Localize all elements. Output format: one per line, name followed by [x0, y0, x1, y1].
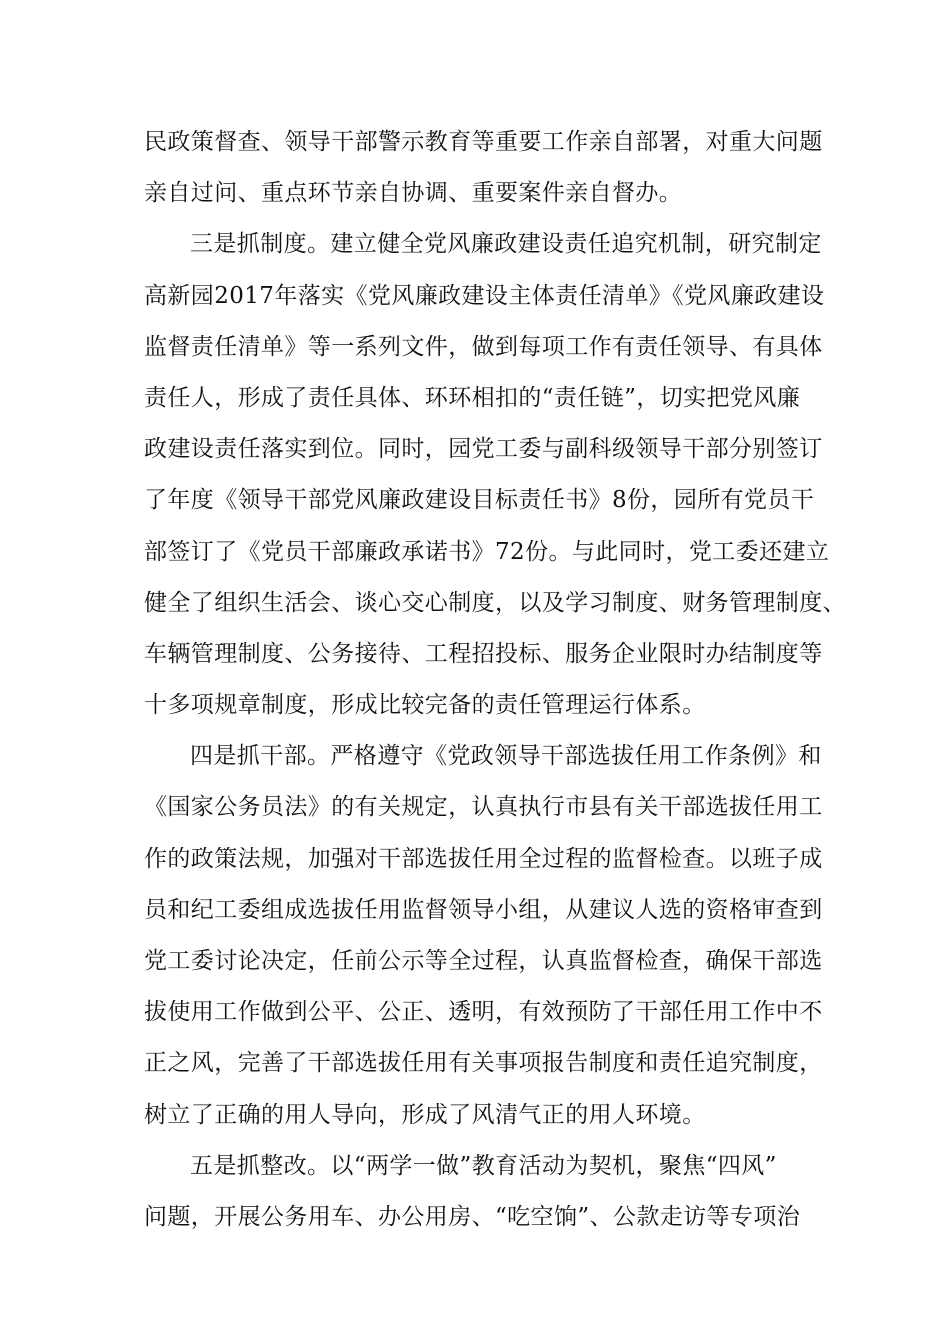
text-line: 政建设责任落实到位。同时，园党工委与副科级领导干部分别签订 [144, 436, 823, 463]
text-line: 三是抓制度。建立健全党风廉政建设责任追究机制，研究制定 [190, 231, 822, 258]
text-line: 责任人，形成了责任具体、环环相扣的“责任链”，切实把党风廉 [144, 384, 801, 411]
text-line: 作的政策法规，加强对干部选拔任用全过程的监督检查。以班子成 [144, 845, 823, 872]
text-line: 树立了正确的用人导向，形成了风清气正的用人环境。 [144, 1101, 706, 1128]
text-line: 五是抓整改。以“两学一做”教育活动为契机，聚焦“四风” [190, 1152, 777, 1179]
text-line: 了年度《领导干部党风廉政建设目标责任书》8份，园所有党员干 [144, 487, 815, 514]
document-body [144, 117, 846, 1243]
text-line: 车辆管理制度、公务接待、工程招投标、服务企业限时办结制度等 [144, 640, 823, 667]
text-line: 正之风，完善了干部选拔任用有关事项报告制度和责任追究制度， [144, 1050, 823, 1077]
text-line: 高新园2017年落实《党风廉政建设主体责任清单》《党风廉政建设 [144, 282, 825, 309]
text-line: 亲自过问、重点环节亲自协调、重要案件亲自督办。 [144, 180, 683, 207]
text-line: 《国家公务员法》的有关规定，认真执行市县有关干部选拔任用工 [144, 794, 823, 821]
text-line: 民政策督查、领导干部警示教育等重要工作亲自部署，对重大问题 [144, 129, 823, 155]
text-line: 员和纪工委组成选拔任用监督领导小组，从建议人选的资格审查到 [144, 896, 823, 923]
text-line: 党工委讨论决定，任前公示等全过程，认真监督检查，确保干部选 [144, 948, 823, 974]
text-line: 四是抓干部。严格遵守《党政领导干部选拔任用工作条例》和 [190, 743, 822, 770]
text-line: 部签订了《党员干部廉政承诺书》72份。与此同时，党工委还建立 [144, 538, 830, 565]
text-line: 监督责任清单》等一系列文件，做到每项工作有责任领导、有具体 [144, 333, 823, 360]
text-line: 问题，开展公务用车、办公用房、“吃空饷”、公款走访等专项治 [144, 1203, 801, 1230]
text-line: 十多项规章制度，形成比较完备的责任管理运行体系。 [144, 692, 706, 719]
text-line: 拔使用工作做到公平、公正、透明，有效预防了干部任用工作中不 [144, 999, 823, 1026]
text-line: 健全了组织生活会、谈心交心制度，以及学习制度、财务管理制度、 [144, 589, 846, 616]
